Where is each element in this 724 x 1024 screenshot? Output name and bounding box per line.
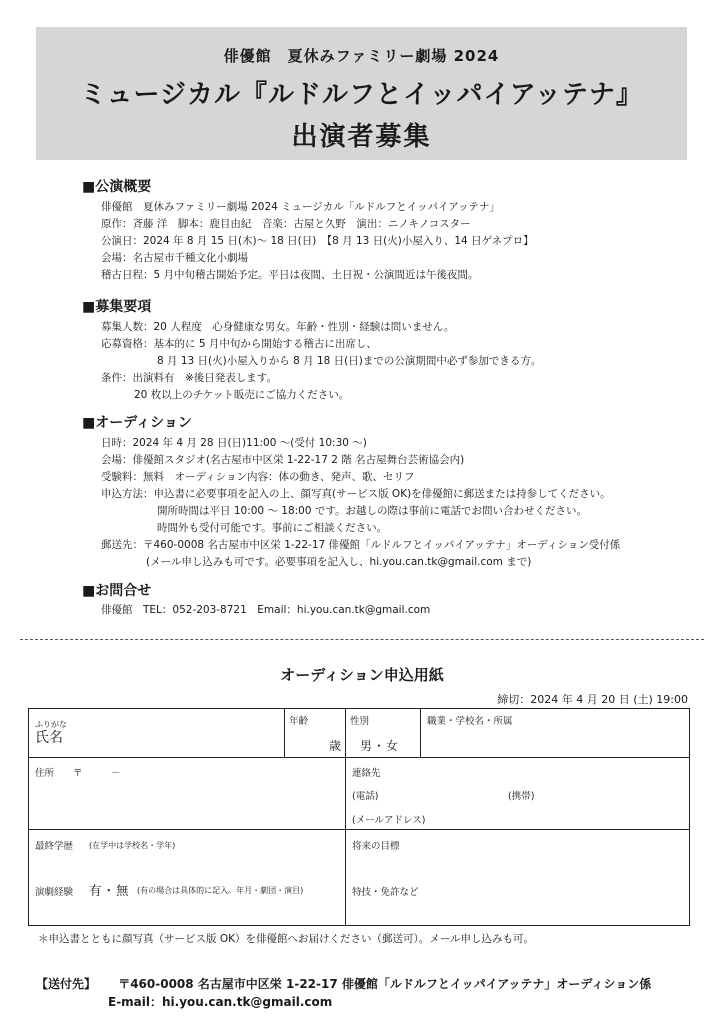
audition-line: 時間外も受付可能です。事前にご相談ください。	[157, 522, 388, 534]
banner-subtitle: 俳優館 夏休みファミリー劇場 2024	[223, 47, 500, 65]
name-ruby-label: ふりがな	[35, 720, 67, 729]
address-label: 住所	[35, 768, 55, 779]
overview-line: 稽古日程：5 月中旬稽古開始予定。平日は夜間、土日祝・公演間近は午後夜間。	[101, 269, 479, 281]
cut-line	[20, 639, 704, 640]
photo-note: ＊申込書とともに顔写真（サービス版 OK）を俳優館へお届けください（郵送可）。メール申し込みも可。	[38, 933, 535, 945]
name-field[interactable]	[29, 709, 285, 758]
section-heading-contact: ■お問合せ	[82, 583, 152, 599]
age-label: 年齢	[289, 716, 309, 727]
audition-line: 日時：2024 年 4 月 28 日(日)11:00 ～(受付 10:30 ～)	[101, 437, 367, 449]
overview-line: 公演日：2024 年 8 月 15 日(木)～ 18 日(日) 【8 月 13 日(火)小屋入り、14 日ゲネプロ】	[101, 235, 534, 247]
mobile-label: (携帯)	[508, 791, 535, 802]
contact-line: 俳優館 TEL：052-203-8721 Email：hi.you.can.tk@gmail.com	[101, 604, 431, 616]
header-banner	[36, 27, 687, 160]
footer-address: 〒460-0008 名古屋市中区栄 1-22-17 俳優館「ルドルフとイッパイアッテナ」オーディション係	[118, 977, 652, 991]
experience-options: 有・無	[89, 883, 130, 898]
audition-line: 受験料：無料 オーディション内容：体の動き、発声、歌、セリフ	[101, 471, 415, 483]
gender-label: 性別	[350, 716, 370, 727]
education-note: (在学中は学校名・学年)	[89, 841, 176, 850]
application-form	[28, 708, 690, 926]
section-heading-recruit: ■募集要項	[82, 299, 152, 315]
occupation-label: 職業・学校名・所属	[427, 716, 513, 727]
goal-label: 将来の目標	[352, 841, 400, 852]
audition-line: 会場：俳優館スタジオ(名古屋市中区栄 1-22-17 2 階 名古屋舞台芸術協会内)	[101, 454, 465, 466]
recruit-line: 応募資格：基本的に 5 月中旬から開始する稽古に出席し、	[101, 338, 377, 350]
footer-email: E-mail：hi.you.can.tk@gmail.com	[108, 995, 333, 1009]
overview-line: 原作：斉藤 洋 脚本：鹿目由紀 音楽：古屋と久野 演出：ニノキノコスター	[101, 218, 471, 230]
audition-line: (メール申し込みも可です。必要事項を記入し、hi.you.can.tk@gmail.com まで)	[146, 556, 532, 568]
skills-label: 特技・免許など	[352, 887, 419, 898]
footer-label: 【送付先】	[36, 977, 97, 991]
banner-title: ミュージカル『ルドルフとイッパイアッテナ』	[80, 80, 643, 110]
postal-mark: 〒	[73, 768, 83, 779]
contact-field[interactable]	[346, 758, 690, 830]
recruit-line: 条件：出演料有 ※後日発表します。	[101, 372, 277, 384]
form-deadline: 締切：2024 年 4 月 20 日 (土) 19:00	[497, 693, 688, 706]
education-label: 最終学歴	[35, 841, 74, 852]
banner-title-recruit: 出演者募集	[291, 122, 432, 152]
overview-line: 俳優館 夏休みファミリー劇場 2024 ミュージカル「ルドルフとイッパイアッテナ」	[101, 201, 501, 213]
recruit-line: 募集人数：20 人程度 心身健康な男女。年齢・性別・経験は問いません。	[101, 321, 455, 333]
goal-skills-field[interactable]	[346, 830, 690, 926]
gender-field[interactable]	[346, 709, 421, 758]
occupation-field[interactable]	[421, 709, 690, 758]
gender-options: 男・女	[360, 739, 400, 753]
section-heading-audition: ■オーディション	[82, 415, 192, 431]
email-label: (メールアドレス)	[352, 815, 426, 826]
experience-label: 演劇経験	[35, 887, 74, 898]
audition-line: 開所時間は平日 10:00 ～ 18:00 です。お越しの際は事前に電話でお問い合わせください。	[157, 505, 588, 517]
audition-line: 申込方法：申込書に必要事項を記入の上、顔写真(サービス版 OK)を俳優館に郵送または持参してください。	[101, 488, 611, 500]
overview-line: 会場：名古屋市千種文化小劇場	[101, 252, 248, 264]
address-field[interactable]	[29, 758, 346, 830]
recruit-line: 8 月 13 日(火)小屋入りから 8 月 18 日(日)までの公演期間中必ず参加できる方。	[157, 355, 542, 367]
age-field[interactable]	[285, 709, 346, 758]
phone-label: (電話)	[352, 791, 379, 802]
age-unit: 歳	[328, 739, 341, 753]
education-experience-field[interactable]	[29, 830, 346, 926]
name-label: 氏名	[35, 730, 63, 746]
recruit-line: 20 枚以上のチケット販売にご協力ください。	[134, 389, 350, 401]
section-heading-overview: ■公演概要	[82, 179, 152, 195]
audition-line: 郵送先：〒460-0008 名古屋市中区栄 1-22-17 俳優館「ルドルフとイッパイアッテナ」オーディション受付係	[101, 539, 621, 551]
postal-dash: －	[111, 768, 121, 779]
footer-send-to	[36, 975, 651, 1011]
contact-label: 連絡先	[352, 768, 381, 779]
experience-note: (有の場合は具体的に記入。年月・劇団・演目)	[137, 886, 304, 895]
form-title: オーディション申込用紙	[280, 666, 444, 684]
